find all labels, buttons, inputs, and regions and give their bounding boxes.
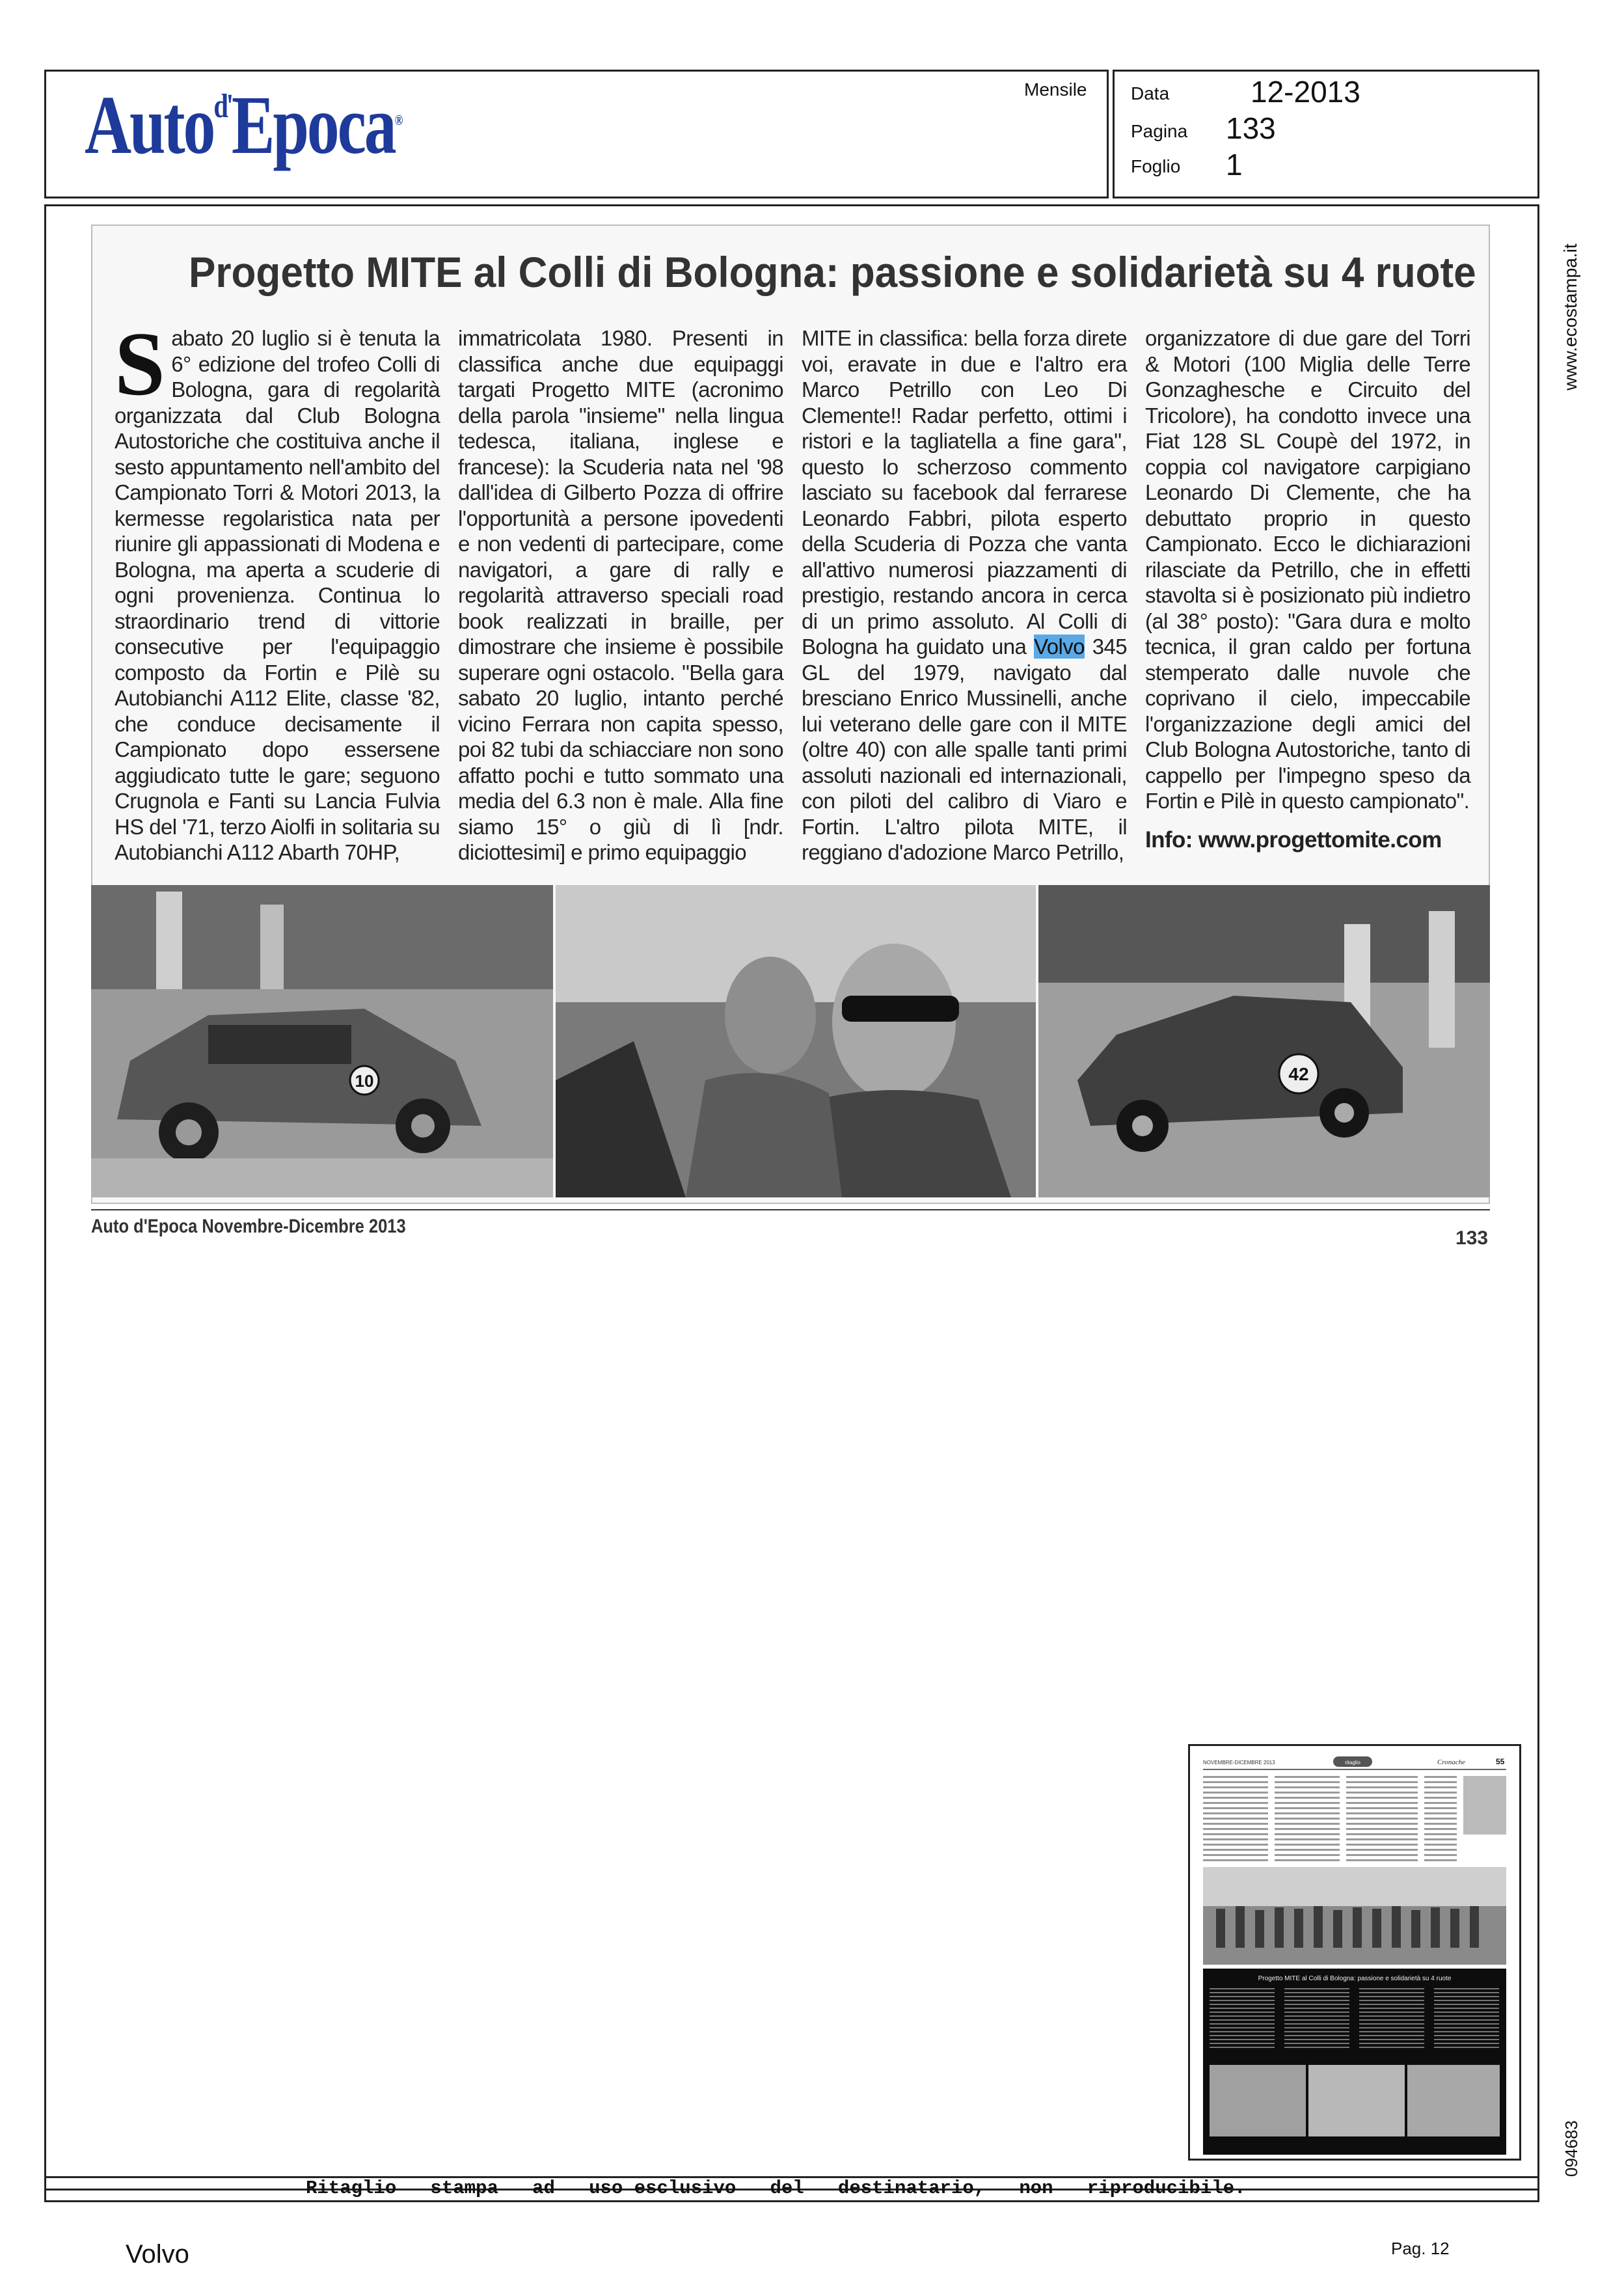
photo-volvo-car: [91, 885, 553, 1197]
ecostampa-url: www.ecostampa.it: [1560, 243, 1580, 390]
drop-cap: S: [115, 314, 165, 415]
meta-label-date: Data: [1131, 83, 1170, 103]
publication-logo: Auto$^{d'}$Epoca®: [85, 79, 401, 171]
caption-issue: Auto d'Epoca Novembre-Dicembre 2013: [91, 1216, 406, 1237]
thumb-brand: ritaglio: [1345, 1760, 1360, 1766]
meta-value-date: 12-2013: [1251, 75, 1360, 109]
info-link: Info: www.progettomite.com: [1145, 826, 1442, 853]
car-number-42: 42: [1288, 1064, 1309, 1084]
caption-rule: [91, 1209, 1490, 1210]
keyword-highlight: Volvo: [1034, 635, 1085, 659]
photo-drivers: [556, 885, 1036, 1197]
reproduction-notice: Ritaglio stampa ad uso esclusivo del destinatario, non riproducibile.: [306, 2177, 1246, 2199]
car-number-10: 10: [355, 1071, 374, 1091]
article-column-1: S abato 20 luglio si è tenuta la 6° edizione del trofeo Colli di Bologna, gara di regolarità organizzata dal Club Bologna Autostoriche che costituiva anche il sesto appuntamento nell'ambito del Campionato Torri & Motori 2013, la kermesse regolaristica nata per riunire gli appassionati di Modena e Bologna, ma aperta a scuderie di ogni provenienza. Continua lo straordinario trend di vittorie consecutive per l'equipaggio composto da Fortin e Pilè su Autobianchi A112 Elite, classe '82, che conduce decisamente il Campionato dopo essersene aggiudicato tutte le gare; seguono Crugnola e Fanti su Lancia Fulvia HS del '71, terzo Aiolfi in solitaria su Autobianchi A112 Abarth 70HP,: [115, 314, 440, 864]
caption-page-number: 133: [1455, 1227, 1489, 1249]
page-number: Pag. 12: [1391, 2239, 1450, 2258]
meta-label-page: Pagina: [1131, 121, 1188, 141]
meta-value-sheet: 1: [1226, 148, 1243, 182]
article-column-3: MITE in classifica: bella forza direte voi, eravate in due e l'altro era Marco Petrillo con Leo Di Clemente!! Radar perfetto, ottimi i ristori e la tagliatella a fine gara", questo lo scherzoso commento lasciato su facebook dal ferrarese Leonardo Fabbri, pilota esperto della Scuderia di Pozza che vanta all'attivo numerosi piazzamenti di prestigio, restando ancora in cerca di un primo assoluto. Al Colli di Bologna ha guidato una Volvo 345 GL del 1979, navigato dal bresciano Enrico Mussinelli, anche lui veterano delle gare con il MITE (oltre 40) con alle spalle tanti primi assoluti nazionali ed internazionali, con piloti del calibro di Viaro e Fortin. L'altro pilota MITE, il reggiano d'adozione Marco Petrillo,: [802, 326, 1127, 864]
frequency-label: Mensile: [1024, 79, 1087, 100]
meta-label-sheet: Foglio: [1131, 156, 1181, 176]
keyword-label: Volvo: [126, 2240, 189, 2269]
thumb-page: 55: [1496, 1757, 1505, 1766]
article-headline: Progetto MITE al Colli di Bologna: passione e solidarietà su 4 ruote: [189, 248, 1476, 296]
meta-value-page: 133: [1226, 111, 1276, 145]
document-code: 094683: [1562, 2120, 1581, 2177]
page-thumbnail: [1188, 1744, 1521, 2161]
thumb-section: Cronache: [1437, 1758, 1465, 1766]
thumb-date: NOVEMBRE-DICEMBRE 2013: [1203, 1760, 1275, 1766]
photo-fiat-car: [1038, 885, 1490, 1197]
article-column-2: immatricolata 1980. Presenti in classifica anche due equipaggi targati Progetto MITE (acronimo della parola "insieme" nella lingua tedesca, italiana, inglese e francese): la Scuderia nata nel '98 dall'idea di Gilberto Pozza di offrire l'opportunità a persone ipovedenti e non vedenti di partecipare, come navigatori, a gare di rally e regolarità attraverso speciali road book realizzati in braille, per dimostrare che insieme è possibile superare ogni ostacolo. "Bella gara sabato 20 luglio, intanto perché vicino Ferrara non capita spesso, poi 82 tubi da schiacciare non sono affatto pochi e tutto sommato una media del 6.3 non è male. Alla fine siamo 15° o giù di lì [ndr. diciottesimi] e primo equipaggio: [458, 326, 783, 864]
thumb-headline: Progetto MITE al Colli di Bologna: passione e solidarietà su 4 ruote: [1258, 1975, 1452, 1982]
article-column-4: organizzatore di due gare del Torri & Motori (100 Miglia delle Terre Gonzaghesche e Circuito del Tricolore), ha condotto invece una Fiat 128 SL Coupè del 1972, in coppia col navigatore carpigiano Leonardo Di Clemente, che ha debuttato proprio in questo Campionato. Ecco le dichiarazioni rilasciate da Petrillo, che in effetti stavolta si è posizionato più indietro (al 38° posto): "Gara dura e molto tecnica, il gran caldo per fortuna stemperato dalle nuvole che coprivano il cielo, impeccabile l'organizzazione degli amici del Club Bologna Autostoriche, tanto di cappello per l'impegno speso da Fortin e Pilè in questo campionato". Info: www.progettomite.com: [1145, 326, 1470, 853]
